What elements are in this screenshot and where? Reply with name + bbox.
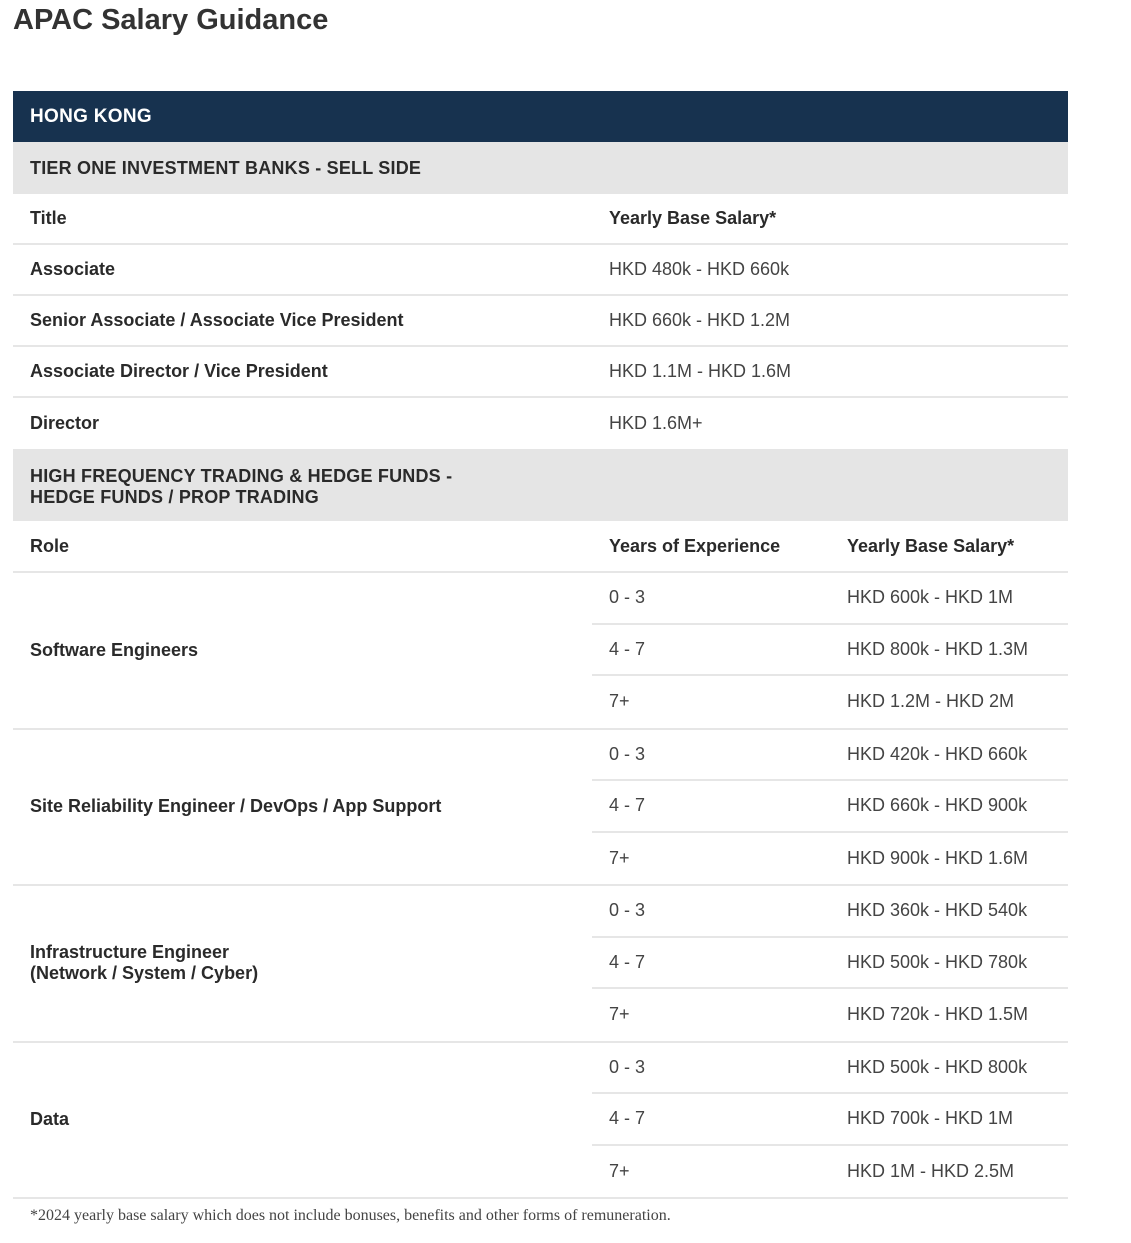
salary-range: HKD 1.6M+ [609,413,703,433]
job-title: Senior Associate / Associate Vice President [30,310,404,330]
column-header-salary: Yearly Base Salary* [609,208,777,228]
salary-range: HKD 660k - HKD 1.2M [609,310,791,330]
experience-row [592,833,1068,885]
column-header-years: Years of Experience [609,535,781,556]
salary-range: HKD 900k - HKD 1.6M [847,847,1029,868]
years-of-experience: 0 - 3 [609,743,646,764]
section-header-investment-banks: TIER ONE INVESTMENT BANKS - SELL SIDE [13,142,1068,194]
years-of-experience: 0 - 3 [609,900,646,921]
experience-row [592,676,1068,728]
role-name-line-1: Site Reliability Engineer / DevOps / App Support [30,796,442,817]
experience-row [592,1146,1068,1198]
role-name [13,886,592,1041]
years-of-experience: 7+ [609,847,630,868]
footnote: *2024 yearly base salary which does not include bonuses, benefits and other forms of remuneration. [30,1207,671,1224]
job-title: Director [30,413,100,433]
years-of-experience: 0 - 3 [609,587,646,608]
table-row [13,245,1068,296]
salary-range: HKD 480k - HKD 660k [609,259,790,279]
years-of-experience: 4 - 7 [609,795,646,816]
salary-range: HKD 600k - HKD 1M [847,587,1014,608]
table-header-row [13,521,1068,573]
salary-range: HKD 500k - HKD 800k [847,1056,1028,1077]
salary-range: HKD 500k - HKD 780k [847,951,1028,972]
table-row [13,398,1068,449]
role-name [13,1043,592,1198]
salary-range: HKD 360k - HKD 540k [847,900,1028,921]
experience-row [592,989,1068,1041]
years-of-experience: 7+ [609,1004,630,1025]
experience-row [592,730,1068,782]
role-group [13,730,1068,887]
section-header-hft-hedge-funds [13,449,1068,521]
experience-row [592,573,1068,625]
experience-row [592,938,1068,990]
region-header: HONG KONG [13,91,1068,142]
salary-range: HKD 1M - HKD 2.5M [847,1160,1015,1181]
role-group [13,573,1068,730]
salary-range: HKD 720k - HKD 1.5M [847,1004,1029,1025]
column-header-title: Title [30,208,67,228]
role-name [13,573,592,728]
years-of-experience: 7+ [609,1160,630,1181]
salary-range: HKD 1.2M - HKD 2M [847,691,1015,712]
role-name [13,730,592,885]
experience-row [592,886,1068,938]
salary-range: HKD 800k - HKD 1.3M [847,638,1029,659]
role-name-line-1: Software Engineers [30,639,199,660]
section-title-line-2: HEDGE FUNDS / PROP TRADING [30,487,319,507]
years-of-experience: 4 - 7 [609,951,646,972]
page-title: APAC Salary Guidance [13,4,329,36]
salary-range: HKD 660k - HKD 900k [847,795,1028,816]
years-of-experience: 4 - 7 [609,638,646,659]
column-header-salary: Yearly Base Salary* [847,535,1015,556]
years-of-experience: 0 - 3 [609,1056,646,1077]
role-group [13,1043,1068,1200]
role-name-line-2: (Network / System / Cyber) [30,963,259,984]
job-title: Associate [30,259,116,279]
role-name-line-1: Data [30,1109,70,1130]
years-of-experience: 7+ [609,691,630,712]
experience-row [592,1094,1068,1146]
column-header-role: Role [30,535,70,556]
experience-row [592,1043,1068,1095]
role-name-line-1: Infrastructure Engineer [30,942,230,963]
salary-range: HKD 700k - HKD 1M [847,1108,1014,1129]
section-title-line-1: HIGH FREQUENCY TRADING & HEDGE FUNDS - [30,466,453,486]
salary-range: HKD 1.1M - HKD 1.6M [609,361,792,381]
job-title: Associate Director / Vice President [30,361,328,381]
table-header-row [13,194,1068,245]
salary-range: HKD 420k - HKD 660k [847,743,1028,764]
salary-table [13,91,1068,1199]
table-row [13,296,1068,347]
experience-row [592,625,1068,677]
table-row [13,347,1068,398]
years-of-experience: 4 - 7 [609,1108,646,1129]
role-group [13,886,1068,1043]
experience-row [592,781,1068,833]
